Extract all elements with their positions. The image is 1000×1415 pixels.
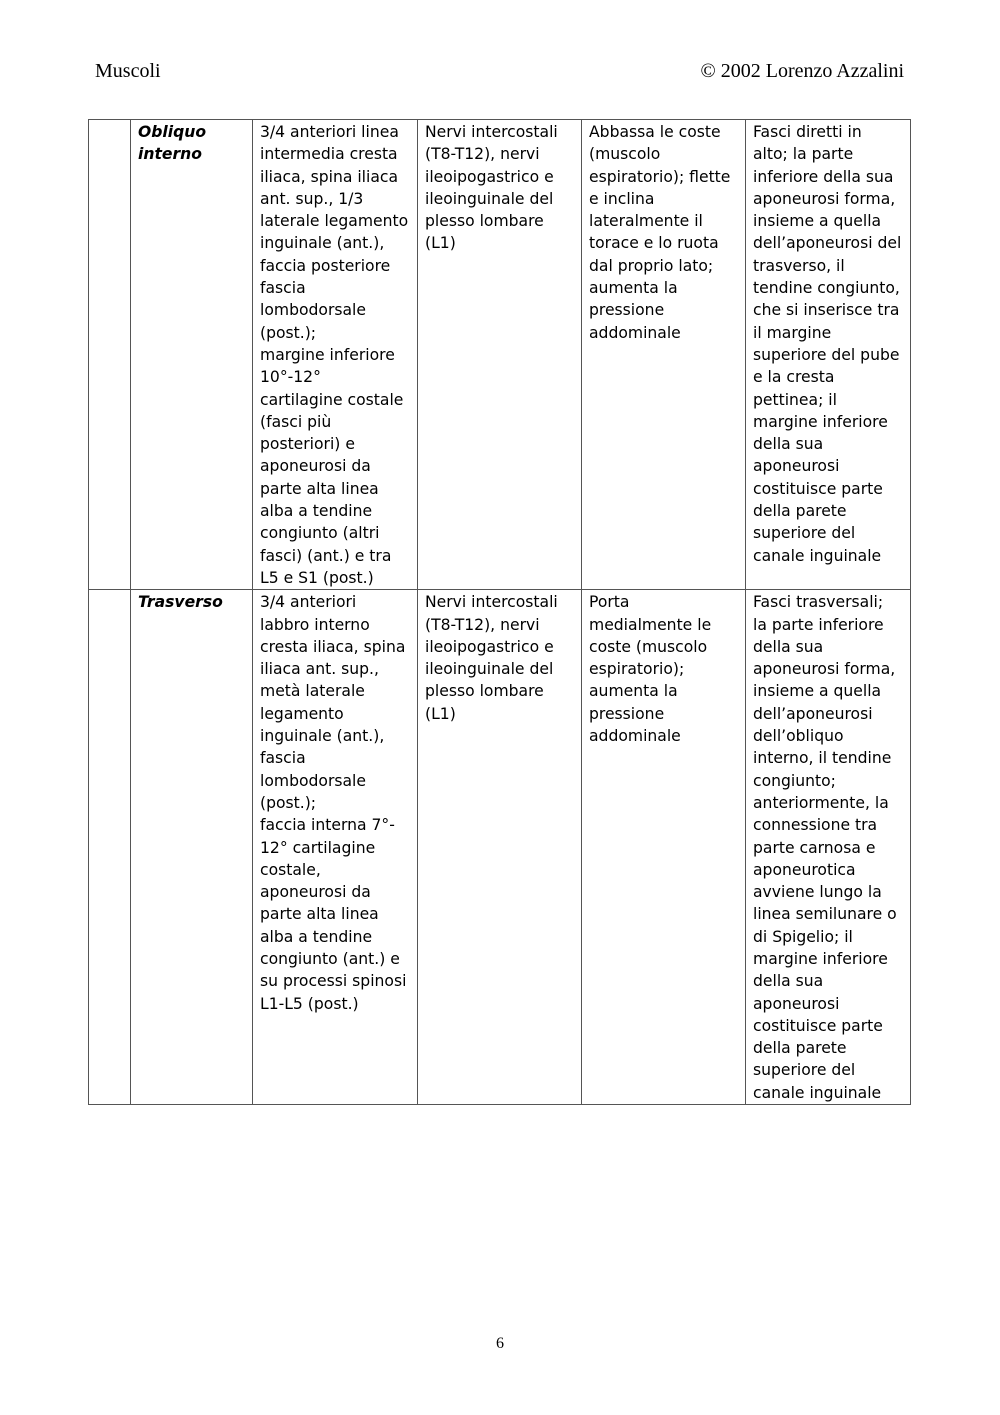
table-row: [89, 120, 911, 590]
notes-cell: [746, 120, 911, 590]
action-text: Abbassa le coste (muscolo espiratorio); flette e inclina lateralmente il torace e lo ruota dal proprio lato; aumenta la pressione addominale: [589, 123, 731, 342]
action-text: Porta medialmente le coste (muscolo espiratorio); aumenta la pressione addominale: [589, 593, 712, 746]
origin-text: 3/4 anteriori linea intermedia cresta iliaca, spina iliaca ant. sup., 1/3 laterale legamento inguinale (ant.), faccia posteriore fascia lombodorsale (post.); margine inferiore 10°-12° cartilagine costale (fasci più posteriori) e aponeurosi da parte alta linea alba a tendine congiunto (altri fasci) (ant.) e tra L5 e S1 (post.): [260, 123, 409, 587]
table-row: [89, 590, 911, 1105]
origin-text: 3/4 anteriori labbro interno cresta iliaca, spina iliaca ant. sup., metà laterale legamento inguinale (ant.), fascia lombodorsale (post.); faccia interna 7°- 12° cartilagine costale, aponeurosi da parte alta linea alba a tendine congiunto (ant.) e su processi spinosi L1-L5 (post.): [260, 593, 407, 1013]
page-header: [95, 60, 904, 88]
page-number: 6: [496, 1335, 504, 1352]
muscle-name-cell: [131, 590, 253, 1105]
origin-cell: [253, 590, 418, 1105]
empty-cell: [89, 120, 131, 590]
empty-cell: [89, 590, 131, 1105]
muscle-name: Trasverso: [138, 593, 223, 612]
innervation-cell: [418, 120, 582, 590]
header-title: Muscoli: [95, 60, 161, 82]
action-cell: [582, 120, 746, 590]
origin-cell: [253, 120, 418, 590]
muscle-name: Obliquo interno: [138, 123, 207, 164]
innervation-cell: [418, 590, 582, 1105]
notes-text: Fasci trasversali; la parte inferiore della sua aponeurosi forma, insieme a quella dell’aponeurosi dell’obliquo interno, il tendine congiunto; anteriormente, la connessione tra parte carnosa e aponeurotica avviene lungo la linea semilunare o di Spigelio; il margine inferiore della sua aponeurosi costituisce parte della parete superiore del canale inguinale: [753, 593, 897, 1102]
muscle-name-cell: [131, 120, 253, 590]
notes-cell: [746, 590, 911, 1105]
notes-text: Fasci diretti in alto; la parte inferiore della sua aponeurosi forma, insieme a quella dell’aponeurosi del trasverso, il tendine congiunto, che si inserisce tra il margine superiore del pube e la cresta pettinea; il margine inferiore della sua aponeurosi costituisce parte della parete superiore del canale inguinale: [753, 123, 902, 565]
muscles-table: [88, 119, 911, 1105]
action-cell: [582, 590, 746, 1105]
innervation-text: Nervi intercostali (T8-T12), nervi ileoipogastrico e ileoinguinale del plesso lombare (L1): [425, 123, 558, 253]
innervation-text: Nervi intercostali (T8-T12), nervi ileoipogastrico e ileoinguinale del plesso lombare (L1): [425, 593, 558, 723]
header-copyright: © 2002 Lorenzo Azzalini: [700, 60, 904, 82]
